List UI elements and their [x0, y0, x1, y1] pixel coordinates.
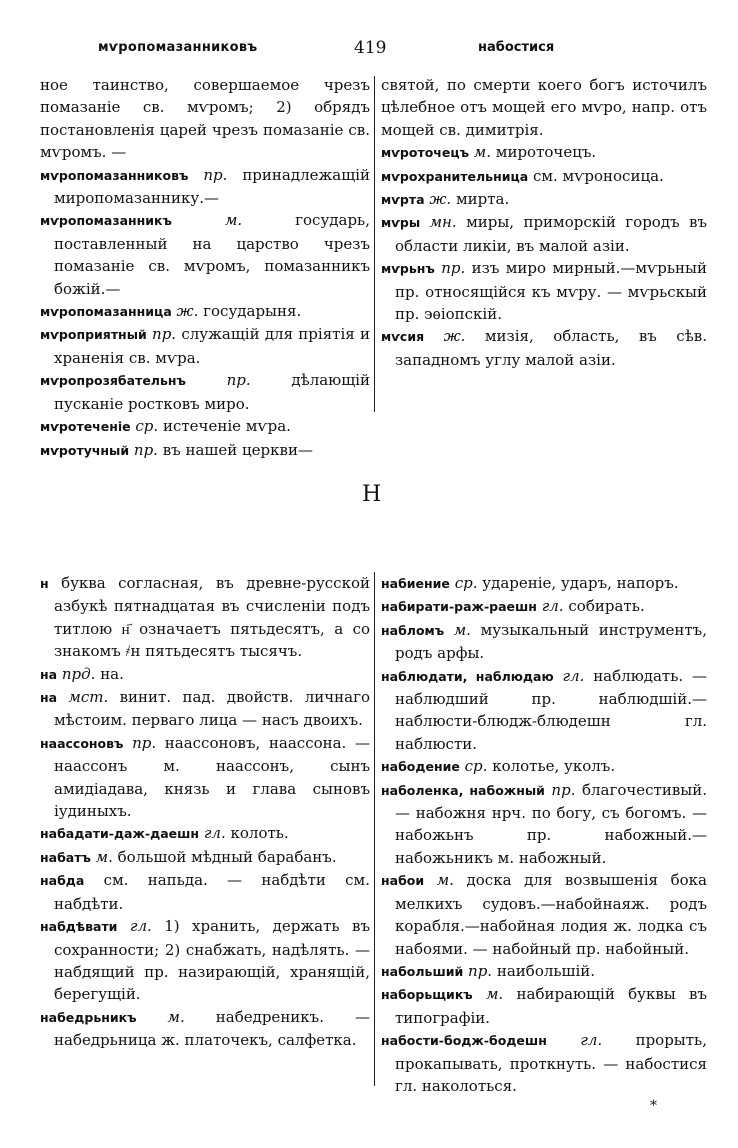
- entry-grammar: ж.: [429, 190, 452, 209]
- entry-headword: мѵры: [381, 215, 421, 231]
- entry-grammar: гл.: [580, 1031, 603, 1050]
- section-letter: Н: [362, 482, 382, 507]
- entry-grammar: м.: [224, 211, 243, 230]
- entry-text: ное таинство, совершаемое чрезъ помазаніе св. мѵромъ; 2) обрядъ постановленія царей чрезъ помазаніе св. мѵромъ. —: [40, 76, 370, 162]
- entry-definition: служащій для прiятія и храненія св. мѵра.: [54, 325, 370, 367]
- entry-headword: мѵрохранительница: [381, 168, 529, 184]
- entry-definition: наблюдать. —наблюдший пр. наблюдшій.— наблюсти-блюдж-блюдешн гл. наблюсти.: [395, 666, 707, 753]
- entry-grammar: пр.: [468, 961, 493, 980]
- entry-definition: мизія, область, въ сѣв. западномъ углу малой азіи.: [395, 327, 707, 369]
- entry-definition: винит. пад. двойств. личнаго мѣстоим. перваго лица — насъ двоихъ.: [54, 688, 370, 730]
- page-number: 419: [354, 38, 387, 58]
- entry-definition: большой мѣдный барабанъ.: [117, 847, 337, 866]
- entry-headword: мѵроточецъ: [381, 145, 469, 161]
- entry-definition: государь, поставленный на царство чрезъ помазаніе св. мѵромъ, помазанникъ божій.—: [54, 211, 370, 298]
- entry-definition: удареніе, ударъ, напоръ.: [482, 574, 679, 592]
- dictionary-entry: [381, 960, 707, 983]
- dictionary-entry: [381, 779, 707, 870]
- dictionary-entry: [40, 732, 370, 823]
- dictionary-entry: [381, 869, 707, 960]
- entry-definition: мирта.: [455, 190, 510, 209]
- entry-headword: наболенка, набожный: [381, 782, 545, 798]
- entry-definition: музыкальный инструментъ, родъ арфы.: [395, 620, 707, 663]
- dictionary-entry: [381, 325, 707, 371]
- entry-definition: миры, приморскій городъ въ области ликіи, въ малой азіи.: [395, 213, 707, 255]
- entry-definition: набирающій буквы въ типографіи.: [395, 985, 707, 1027]
- entry-grammar: м.: [453, 620, 471, 639]
- entry-grammar: м.: [436, 871, 454, 890]
- entry-headword: набиение: [381, 576, 450, 591]
- top-left-column: [40, 74, 370, 462]
- dictionary-entry: [381, 572, 707, 595]
- entry-grammar: м.: [486, 985, 504, 1004]
- entry-definition: на.: [100, 664, 124, 683]
- entry-grammar: м.: [473, 143, 491, 162]
- entry-grammar: гл.: [562, 666, 585, 685]
- entry-headword: на: [40, 690, 58, 706]
- entry-definition: см. мѵроносица.: [532, 166, 664, 185]
- entry-grammar: пр.: [133, 440, 158, 459]
- dictionary-entry: [40, 164, 370, 210]
- entry-headword: набольший: [381, 963, 464, 979]
- entry-headword: наблюдати, наблюдаю: [381, 668, 554, 684]
- entry-headword: набдѣвати: [40, 919, 118, 935]
- dictionary-entry: [40, 822, 370, 845]
- header-left-headword: мѵропомазанниковъ: [98, 40, 258, 55]
- entry-headword: мѵротучный: [40, 442, 130, 458]
- entry-headword: мѵрта: [381, 192, 425, 208]
- entry-definition: благочестивый. — набожня нрч. по богу, съ богомъ. — набожьнъ пр. набожный.—набожьникъ м. набожный.: [395, 780, 707, 867]
- entry-headword: набости-бодж-бодешн: [381, 1033, 547, 1049]
- entry-grammar: пр.: [551, 780, 576, 799]
- running-header: [0, 38, 738, 62]
- entry-grammar: пр.: [203, 165, 228, 184]
- dictionary-entry: [381, 1029, 707, 1097]
- entry-grammar: м.: [95, 847, 113, 866]
- dictionary-entry: [381, 211, 707, 257]
- entry-headword: мѵсия: [381, 329, 425, 345]
- entry-definition: государыня.: [203, 302, 302, 321]
- entry-definition: колотье, уколъ.: [492, 757, 616, 776]
- dictionary-entry: [40, 663, 370, 686]
- entry-headword: мѵропомазанниковъ: [40, 167, 189, 183]
- bottom-right-column: [381, 572, 707, 1097]
- entry-definition: 1) хранить, держать въ сохранности; 2) снабжать, надѣлять. —набдящий пр. назирающій, хранящій, берегущій.: [54, 917, 370, 1004]
- entry-headword: набатъ: [40, 849, 91, 865]
- entry-grammar: ж.: [443, 327, 466, 346]
- header-right-headword: набостися: [478, 40, 555, 55]
- bottom-left-column: [40, 572, 370, 1052]
- dictionary-entry: [381, 983, 707, 1029]
- footer-mark: *: [650, 1098, 657, 1114]
- entry-definition: изъ миро мирный.—мѵрьный пр. относящійся къ мѵру. — мѵрьскый пр. эѳіопскій.: [395, 259, 707, 324]
- entry-grammar: гл.: [129, 917, 152, 936]
- dictionary-entry: [40, 300, 370, 323]
- entry-headword: мѵропомазанникъ: [40, 213, 172, 229]
- entry-headword: мѵропомазанница: [40, 304, 172, 320]
- top-right-column: [381, 74, 707, 371]
- entry-grammar: мст.: [68, 688, 109, 707]
- entry-grammar: ср.: [454, 574, 478, 592]
- dictionary-entry: [40, 323, 370, 369]
- entry-headword: мѵротеченіе: [40, 419, 131, 435]
- entry-headword: н: [40, 576, 49, 591]
- dictionary-entry: [40, 1006, 370, 1052]
- entry-headword: набирати-раж-раешн: [381, 599, 537, 615]
- dictionary-entry: [40, 572, 370, 663]
- dictionary-entry: [381, 619, 707, 665]
- entry-headword: на: [40, 666, 58, 682]
- dictionary-entry: [381, 188, 707, 211]
- entry-text: святой, по смерти коего богъ источилъ цѣлебное отъ мощей его мѵро, напр. отъ мощей св. димитрія.: [381, 76, 707, 139]
- dictionary-entry: [381, 165, 707, 188]
- entry-definition: прорыть, прокапывать, проткнуть. — набостися гл. наколоться.: [395, 1031, 707, 1095]
- entry-definition: набедреникъ. — набедрьница ж. платочекъ, салфетка.: [54, 1007, 370, 1050]
- entry-definition: дѣлающій пусканіе ростковъ миро.: [54, 371, 370, 413]
- entry-definition: наассоновъ, наассона. — наассонъ м. наассонъ, сынъ амидіадава, князь и глава сыновъ іудиныхъ.: [54, 733, 370, 821]
- entry-grammar: ср.: [464, 757, 488, 776]
- dictionary-entry: [40, 846, 370, 869]
- dictionary-entry: [40, 415, 370, 438]
- entry-grammar: пр.: [226, 371, 251, 390]
- entry-definition: принадлежащій миропомазаннику.—: [54, 165, 370, 208]
- entry-grammar: пр.: [441, 259, 466, 278]
- dictionary-entry: [381, 595, 707, 618]
- column-divider: [374, 572, 375, 1086]
- entry-headword: наассоновъ: [40, 735, 124, 751]
- entry-definition: доска для возвышенія бока мелкихъ судовъ.—набойнаяж. родъ корабля.—набойная лодия ж. лодка съ набоями. — набойный пр. набойный.: [395, 871, 707, 958]
- entry-headword: мѵрьнъ: [381, 261, 435, 277]
- entry-definition: въ нашей церкви—: [162, 440, 313, 459]
- entry-grammar: гл.: [203, 824, 226, 843]
- column-divider: [374, 76, 375, 412]
- entry-grammar: пр.: [132, 733, 157, 752]
- dictionary-entry: [381, 665, 707, 756]
- entry-definition: см. напьда. — набдѣти см. набдѣти.: [54, 871, 370, 913]
- dictionary-entry: [40, 74, 370, 164]
- entry-grammar: ж.: [176, 302, 199, 321]
- entry-grammar: мн.: [429, 213, 457, 232]
- entry-headword: мѵропрозябательнъ: [40, 373, 186, 389]
- entry-headword: набои: [381, 873, 425, 889]
- dictionary-entry: [40, 869, 370, 915]
- entry-headword: набедрьникъ: [40, 1009, 137, 1025]
- entry-definition: колоть.: [230, 824, 289, 843]
- dictionary-entry: [40, 439, 370, 462]
- entry-headword: набда: [40, 873, 85, 889]
- entry-definition: истеченіе мѵра.: [162, 417, 291, 436]
- entry-headword: набодение: [381, 759, 460, 775]
- entry-grammar: м.: [167, 1007, 185, 1026]
- entry-headword: мѵроприятный: [40, 327, 147, 343]
- dictionary-entry: [40, 209, 370, 300]
- entry-definition: наибольшій.: [496, 961, 596, 980]
- entry-definition: мироточецъ.: [495, 143, 597, 162]
- entry-headword: набломъ: [381, 622, 445, 638]
- dictionary-entry: [381, 74, 707, 141]
- dictionary-entry: [381, 257, 707, 325]
- dictionary-entry: [40, 686, 370, 732]
- entry-headword: набадати-даж-даешн: [40, 826, 200, 842]
- entry-grammar: прд.: [61, 664, 96, 683]
- entry-headword: наборьщикъ: [381, 987, 473, 1003]
- dictionary-entry: [381, 755, 707, 778]
- entry-definition: собирать.: [568, 597, 645, 616]
- dictionary-entry: [40, 915, 370, 1006]
- entry-definition: буква согласная, въ древне-русской азбукѣ пятнадцатая въ счисленіи подъ титлою н҃ означаетъ пятьдесятъ, а со знакомъ ҂н пятьдесятъ тысячъ.: [54, 574, 370, 661]
- entry-grammar: пр.: [152, 325, 177, 344]
- entry-grammar: ср.: [135, 417, 159, 436]
- dictionary-entry: [381, 141, 707, 164]
- dictionary-entry: [40, 369, 370, 415]
- entry-grammar: гл.: [541, 597, 564, 616]
